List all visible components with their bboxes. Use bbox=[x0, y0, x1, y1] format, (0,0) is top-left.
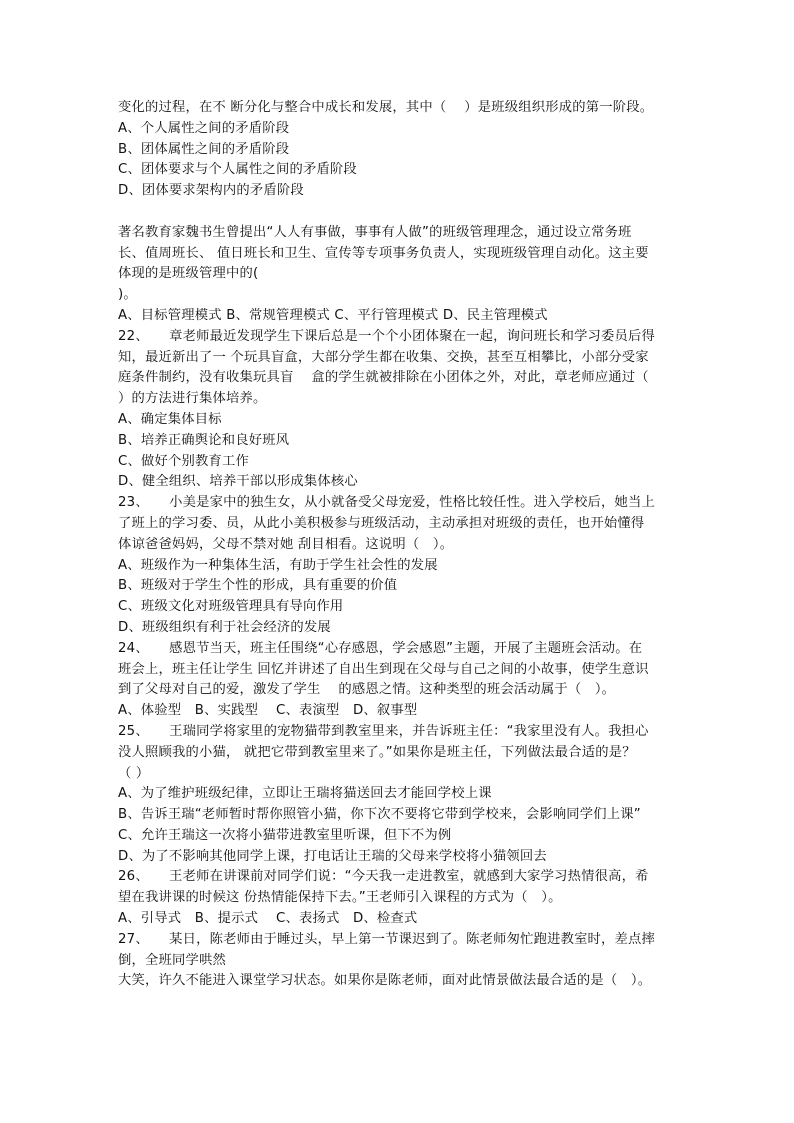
text-line: 25、 王瑞同学将家里的宠物猫带到教室里来，并告诉班主任：“我家里没有人。我担心 bbox=[118, 723, 649, 739]
text-line: A、个人属性之间的矛盾阶段 bbox=[118, 120, 290, 136]
text-line: 22、 章老师最近发现学生下课后总是一个个小团体聚在一起，询问班长和学习委员后得 bbox=[118, 328, 656, 344]
text-line: B、告诉王瑞“老师暂时帮你照管小猫，你下次不要将它带到学校来，会影响同学们上课” bbox=[118, 807, 641, 823]
text-line: 知，最近新出了一 个玩具盲盒，大部分学生都在收集、交换，甚至互相攀比，小部分受家 bbox=[118, 349, 649, 365]
text-line: 27、 某日，陈老师由于睡过头，早上第一节课迟到了。陈老师匆忙跑进教室时，差点摔 bbox=[118, 931, 656, 947]
text-line: 倒，全班同学哄然 bbox=[118, 952, 226, 968]
text-line: 庭条件制约，没有收集玩具盲 盒的学生就被排除在小团体之外，对此，章老师应通过（ bbox=[118, 370, 649, 386]
text-line: 了班上的学习委、员，从此小美积极参与班级活动，主动承担对班级的责任，也开始懂得 bbox=[118, 515, 645, 531]
text-line: D、班级组织有利于社会经济的发展 bbox=[118, 619, 331, 635]
text-line: 23、 小美是家中的独生女，从小就备受父母宠爱，性格比较任性。进入学校后，她当上 bbox=[118, 495, 656, 511]
text-line: （ ） bbox=[118, 765, 150, 781]
text-line: ）的方法进行集体培养。 bbox=[118, 391, 267, 407]
text-line: 没人照顾我的小猫， 就把它带到教室里来了。”如果你是班主任，下列做法最合适的是？ bbox=[118, 744, 636, 760]
text-line: C、允许王瑞这一次将小猫带进教室里听课，但下不为例 bbox=[118, 827, 452, 843]
text-line: D、健全组织、培养干部以形成集体核心 bbox=[118, 474, 358, 490]
text-line: 班会上，班主任让学生 回忆并讲述了自出生到现在父母与自己之间的小故事，使学生意识 bbox=[118, 661, 649, 677]
text-line: A、为了维护班级纪律，立即让王瑞将猫送回去才能回学校上课 bbox=[118, 786, 492, 802]
text-line: 大笑，许久不能进入课堂学习状态。如果你是陈老师，面对此情景做法最合适的是（ ）。 bbox=[118, 973, 652, 989]
text-line: C、做好个别教育工作 bbox=[118, 453, 249, 469]
text-line: D、为了不影响其他同学上课，打电话让王瑞的父母来学校将小猫领回去 bbox=[118, 848, 547, 864]
text-line: B、班级对于学生个性的形成，具有重要的价值 bbox=[118, 578, 398, 594]
text-line: A、目标管理模式 B、常规管理模式 C、平行管理模式 D、民主管理模式 bbox=[118, 307, 548, 323]
text-line: D、团体要求架构内的矛盾阶段 bbox=[118, 183, 304, 199]
text-line: A、班级作为一种集体生活，有助于学生社会性的发展 bbox=[118, 557, 438, 573]
text-line: 体谅爸爸妈妈，父母不禁对她 刮目相看。这说明（ ）。 bbox=[118, 536, 454, 552]
text-line: 著名教育家魏书生曾提出“人人有事做，事事有人做”的班级管理理念，通过设立常务班 bbox=[118, 224, 632, 240]
text-line: B、团体属性之间的矛盾阶段 bbox=[118, 141, 290, 157]
document-body bbox=[118, 98, 683, 992]
text-line: 长、值周班长、 值日班长和卫生、宣传等专项事务负责人，实现班级管理自动化。这主要 bbox=[118, 245, 649, 261]
text-line: 到了父母对自己的爱，激发了学生 的感恩之情。这种类型的班会活动属于（ ）。 bbox=[118, 682, 616, 698]
text-line: C、班级文化对班级管理具有导向作用 bbox=[118, 599, 344, 615]
text-line: A、确定集体目标 bbox=[118, 411, 222, 427]
text-line: A、引导式 B、提示式 C、表扬式 D、检查式 bbox=[118, 911, 418, 927]
blank-line bbox=[118, 202, 683, 223]
text-line: B、培养正确舆论和良好班风 bbox=[118, 432, 290, 448]
text-line: C、团体要求与个人属性之间的矛盾阶段 bbox=[118, 162, 357, 178]
text-line: 变化的过程，在不 断分化与整合中成长和发展，其中（ ）是班级组织形成的第一阶段。 bbox=[118, 100, 654, 115]
text-line: 24、 感恩节当天，班主任围绕“心存感恩，学会感恩”主题，开展了主题班会活动。在 bbox=[118, 640, 643, 656]
text-line: 体现的是班级管理中的( bbox=[118, 266, 259, 282]
text-line: 望在我讲课的时候这 份热情能保持下去。”王老师引入课程的方式为（ ）。 bbox=[118, 890, 562, 906]
text-line: )。 bbox=[118, 287, 137, 303]
text-line: 26、 王老师在讲课前对同学们说：“今天我一走进教室，就感到大家学习热情很高，希 bbox=[118, 869, 649, 885]
text-line: A、体验型 B、实践型 C、表演型 D、叙事型 bbox=[118, 703, 418, 719]
